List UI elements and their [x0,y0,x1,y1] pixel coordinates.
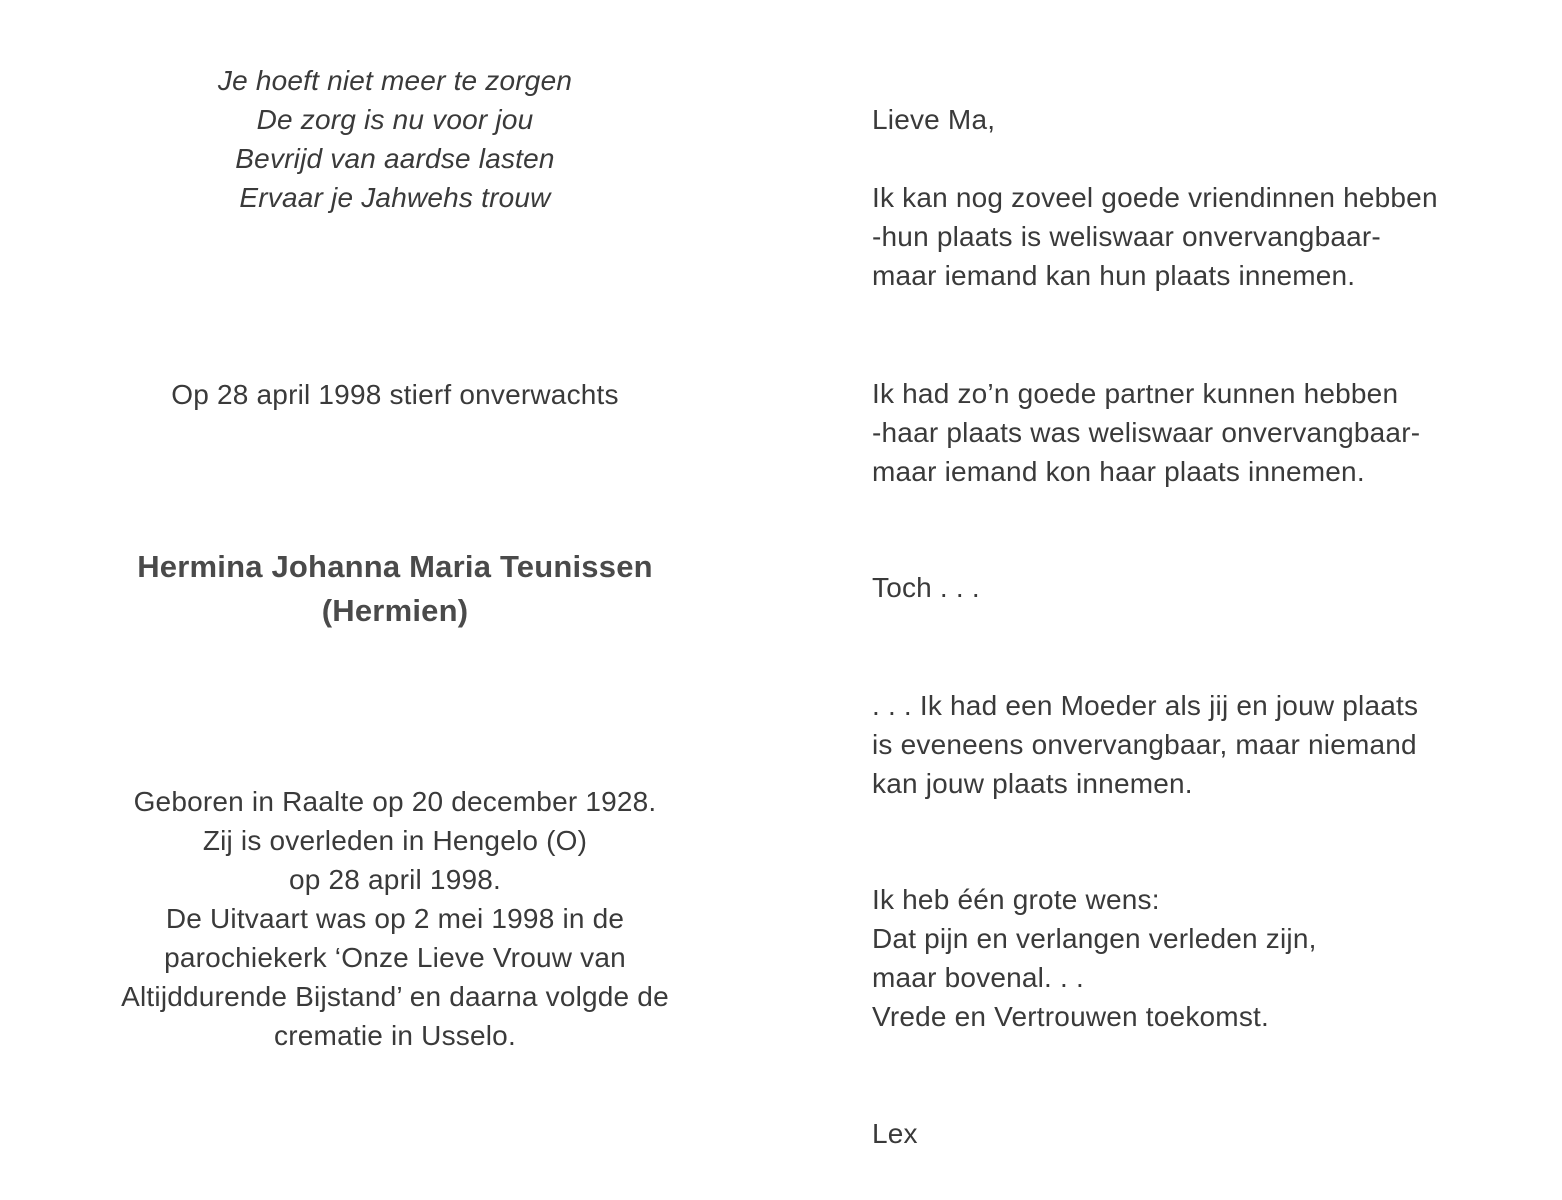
letter-paragraph-partner [872,374,1532,491]
letter-salutation [872,100,1532,139]
biography-line: De Uitvaart was op 2 mei 1998 in de [165,903,625,934]
poem-line: De zorg is nu voor jou [256,104,534,135]
letter-paragraph-toch [872,568,1532,607]
letter-line: -haar plaats was weliswaar onvervangbaar- [872,417,1421,448]
deceased-name-block [40,545,750,633]
salutation-text: Lieve Ma, [872,104,996,135]
letter-paragraph-friends [872,178,1532,295]
poem-line: Bevrijd van aardse lasten [235,143,555,174]
biography-line: crematie in Usselo. [274,1020,516,1051]
letter-paragraph-mother [872,686,1512,803]
letter-line: is eveneens onvervangbaar, maar niemand [872,729,1417,760]
letter-line: maar iemand kan hun plaats innemen. [872,260,1356,291]
biography-line: parochiekerk ‘Onze Lieve Vrouw van [164,942,626,973]
biography-line: Geboren in Raalte op 20 december 1928. [133,786,657,817]
letter-line: Vrede en Vertrouwen toekomst. [872,1001,1269,1032]
death-announcement [40,375,750,414]
biography-line: op 28 april 1998. [288,864,501,895]
letter-paragraph-wish [872,880,1532,1036]
letter-line: kan jouw plaats innemen. [872,768,1193,799]
letter-line: maar bovenal. . . [872,962,1084,993]
signature-text: Lex [872,1118,918,1149]
letter-line: maar iemand kon haar plaats innemen. [872,456,1365,487]
poem-line: Je hoeft niet meer te zorgen [217,65,573,96]
letter-line: Ik kan nog zoveel goede vriendinnen hebben [872,182,1438,213]
poem [40,61,750,217]
letter-line: -hun plaats is weliswaar onvervangbaar- [872,221,1381,252]
letter-line: Ik had zo’n goede partner kunnen hebben [872,378,1399,409]
letter-line: Dat pijn en verlangen verleden zijn, [872,923,1317,954]
biography-line: Altijddurende Bijstand’ en daarna volgde de [121,981,669,1012]
deceased-nickname: (Hermien) [321,593,469,628]
deceased-full-name: Hermina Johanna Maria Teunissen [137,549,653,584]
biography-line: Zij is overleden in Hengelo (O) [202,825,588,856]
biography [40,782,750,1055]
poem-line: Ervaar je Jahwehs trouw [239,182,551,213]
letter-signature [872,1114,1532,1153]
letter-line: Ik heb één grote wens: [872,884,1160,915]
letter-line: Toch . . . [872,572,980,603]
announcement-text: Op 28 april 1998 stierf onverwachts [171,379,619,410]
letter-line: . . . Ik had een Moeder als jij en jouw plaats [872,690,1419,721]
